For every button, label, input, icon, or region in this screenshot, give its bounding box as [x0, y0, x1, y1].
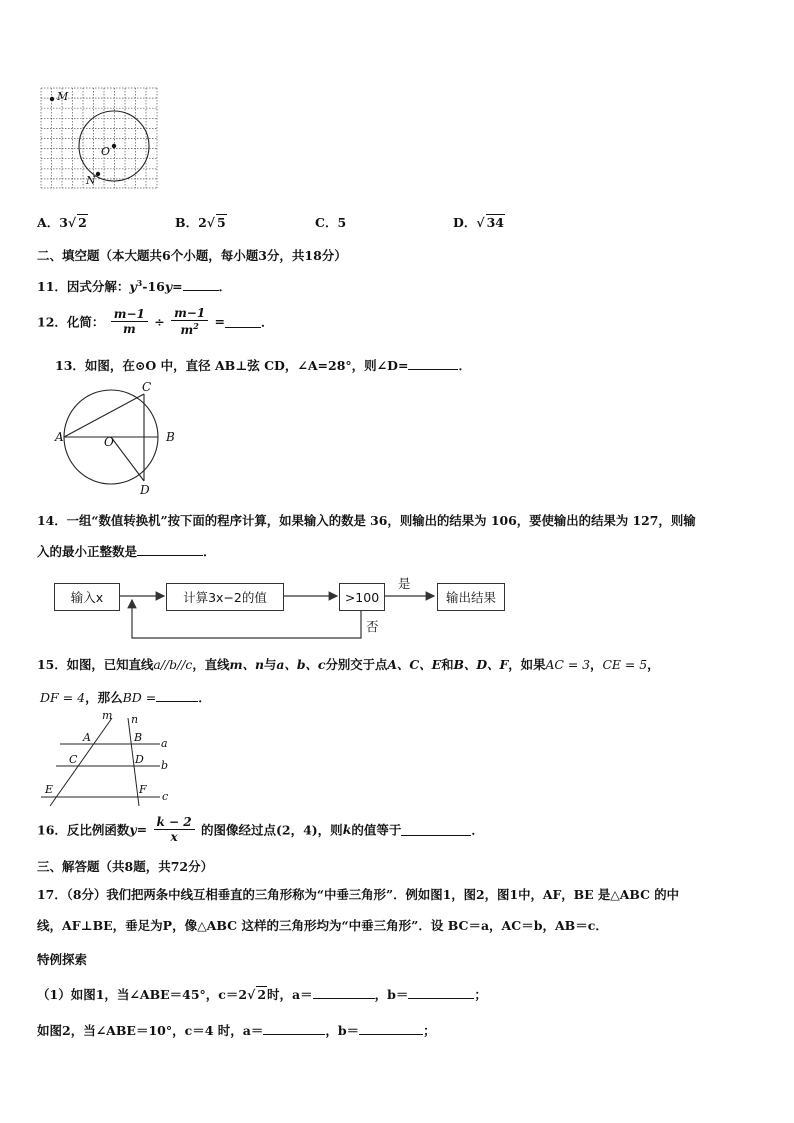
label-e-point: E: [45, 783, 54, 796]
question-17-line1: 17．（8分）我们把两条中线互相垂直的三角形称为“中垂三角形”．例如图1，图2，图1中，AF，BE 是△ABC 的中: [37, 887, 680, 902]
answer-blank[interactable]: [156, 689, 198, 702]
label-b-point: B: [134, 731, 143, 744]
label-d-point: D: [135, 753, 144, 766]
label-o: O: [104, 435, 114, 449]
fraction-1: $\frac{m-1}{m}$: [111, 307, 148, 336]
label-m: m: [102, 709, 113, 722]
option-d: D．√ 34: [453, 215, 504, 230]
section-title-solutions: 三、解答题（共8题，共72分）: [37, 859, 214, 874]
special-exploration-heading: 特例探索: [37, 952, 88, 967]
option-c: C．5: [315, 215, 347, 230]
label-c-point: C: [69, 753, 78, 766]
label-d: D: [140, 483, 150, 497]
answer-blank-b[interactable]: [359, 1022, 423, 1035]
label-line-b: b: [161, 759, 169, 772]
answer-blank[interactable]: [408, 357, 458, 370]
question-17-line2: 线，AF⊥BE，垂足为P，像△ABC 这样的三角形均为“中垂三角形”．设 BC＝a，AC＝b，AB＝c．: [37, 918, 608, 933]
answer-blank[interactable]: [225, 315, 261, 328]
grid-circle-figure: [40, 87, 158, 189]
question-14-line2: 入的最小正整数是 ．: [37, 544, 216, 559]
option-a: A．3√ 2: [37, 215, 87, 230]
label-a: A: [55, 430, 64, 444]
label-o: O: [101, 145, 111, 158]
label-n: N: [86, 174, 96, 187]
option-b: B．2√ 5: [175, 215, 226, 230]
label-line-a: a: [161, 737, 168, 750]
flow-compute-box: 计算3x−2的值: [166, 583, 284, 611]
fraction-2: $\frac{m-1}{m^2}$: [171, 306, 208, 337]
option-letter: D．: [453, 215, 477, 230]
label-a-point: A: [83, 731, 91, 744]
answer-blank-b[interactable]: [408, 986, 474, 999]
option-letter: C．: [315, 215, 338, 230]
label-f-point: F: [139, 783, 147, 796]
option-letter: A．: [37, 215, 60, 230]
question-14-line1: 14．一组“数值转换机”按下面的程序计算，如果输入的数是 36，则输出的结果为 106，要使输出的结果为 127，则输: [37, 513, 696, 528]
circle-diameter-figure: [52, 380, 187, 498]
question-16: 16．反比例函数y= $\frac{k - 2}{x}$ 的图像经过点(2，4)，则k的值等于 ．: [37, 815, 484, 844]
label-line-c: c: [162, 790, 169, 803]
section-title-fill-in: 二、填空题（本大题共6个小题，每小题3分，共18分）: [37, 248, 347, 263]
question-15-line2: DF = 4，那么BD = ．: [40, 690, 211, 705]
question-13: 13．如图，在⊙O 中，直径 AB⊥弦 CD，∠A=28°，则∠D= ．: [55, 358, 471, 373]
answer-blank-a[interactable]: [313, 986, 375, 999]
answer-blank-a[interactable]: [263, 1022, 325, 1035]
question-17-part1: （1）如图1，当∠ABE＝45°，c＝2√ 2时，a＝ ，b＝ ；: [37, 987, 487, 1002]
flow-output-box: 输出结果: [437, 583, 505, 611]
label-c: C: [142, 380, 152, 394]
fraction-k: $\frac{k - 2}{x}$: [154, 815, 195, 844]
question-17-part2: 如图2，当∠ABE＝10°，c＝4 时，a＝ ，b＝ ；: [37, 1023, 436, 1038]
answer-blank[interactable]: [401, 823, 471, 836]
answer-blank[interactable]: [183, 278, 219, 291]
flow-condition-box: >100: [339, 583, 385, 611]
question-15-line1: 15．如图，已知直线a//b//c，直线m、n与a、b、c分别交于点A、C、E和B、D、F，如果AC = 3，CE = 5，: [37, 657, 660, 672]
label-b: B: [166, 430, 175, 444]
answer-blank[interactable]: [137, 543, 203, 556]
parallel-lines-figure: [36, 708, 186, 808]
question-11: 11．因式分解：$y^3-16y=$ ．: [37, 277, 232, 294]
flow-no-label: 否: [366, 619, 379, 634]
label-m: M: [57, 90, 69, 103]
option-letter: B．: [175, 215, 199, 230]
flow-input-box: 输入x: [54, 583, 120, 611]
label-n: n: [131, 713, 139, 726]
flow-yes-label: 是: [398, 576, 411, 591]
question-12: 12．化简： $\frac{m-1}{m}$ ÷ $\frac{m-1}{m^2}$ = ．: [37, 306, 274, 337]
